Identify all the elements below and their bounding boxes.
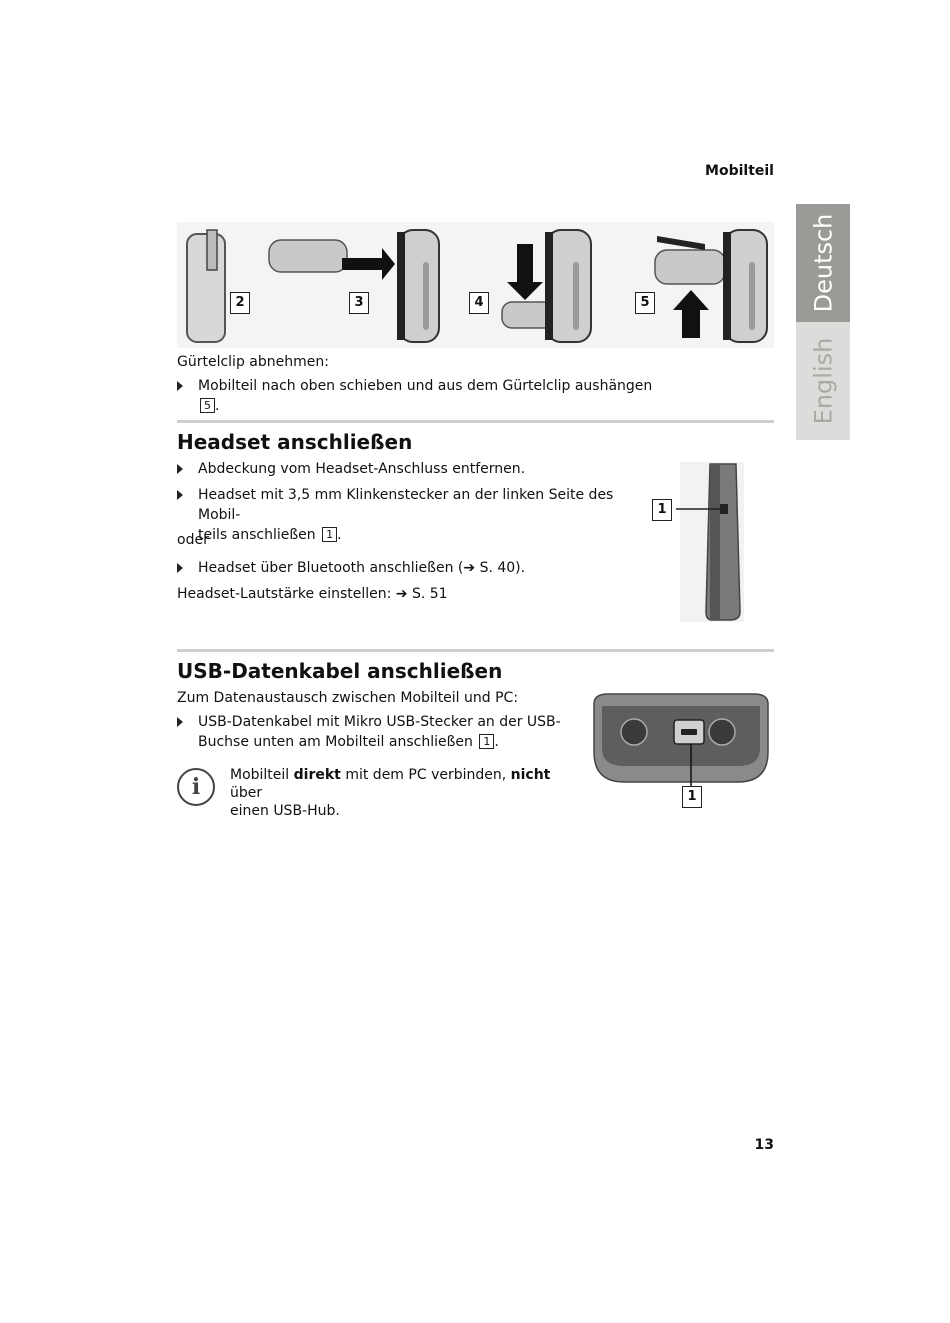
note-text: über [230, 785, 263, 801]
handset-side-drawing [650, 462, 774, 622]
list-item [177, 376, 657, 414]
step-callout: 4 [469, 292, 489, 314]
bullet-arrow-icon [177, 563, 183, 573]
page-number: 13 [754, 1137, 774, 1153]
bullet-arrow-icon [177, 381, 183, 391]
headset-port-callout: 1 [652, 499, 672, 521]
belt-clip-drawing [177, 222, 774, 348]
note-text: einen USB-Hub. [230, 803, 340, 819]
bullet-text-line1: USB-Datenkabel mit Mikro USB-Stecker an der USB- [198, 714, 561, 730]
bullet-text: Mobilteil nach oben schieben und aus dem Gürtelclip aushängen [198, 378, 653, 394]
running-header: Mobilteil [705, 163, 774, 179]
page-reference-link[interactable]: S. 51 [411, 586, 448, 602]
section-divider [177, 420, 774, 423]
note-emphasis: direkt [293, 767, 341, 783]
tab-deutsch-label: Deutsch [809, 213, 837, 313]
bullet-text-line2: Buchse unten am Mobilteil anschließen [198, 734, 473, 750]
bullet-end: ). [515, 560, 526, 576]
usb-port-callout: 1 [682, 786, 702, 808]
tab-deutsch[interactable] [796, 204, 850, 322]
arrow-right-icon: ➔ [463, 560, 476, 576]
arrow-right-icon: ➔ [395, 586, 408, 602]
volume-reference [177, 584, 448, 604]
belt-clip-illustration [177, 222, 774, 348]
usb-intro: Zum Datenaustausch zwischen Mobilteil und PC: [177, 690, 519, 706]
step-callout: 2 [230, 292, 250, 314]
bullet-end: . [337, 527, 342, 543]
info-icon: i [177, 768, 215, 806]
bullet-text-line1: Headset mit 3,5 mm Klinkenstecker an der linken Seite des Mobil- [198, 487, 614, 523]
list-item [177, 712, 567, 752]
list-item [177, 459, 627, 479]
info-note [230, 766, 560, 820]
note-emphasis: nicht [510, 767, 551, 783]
section-divider [177, 649, 774, 652]
bullet-arrow-icon [177, 464, 183, 474]
list-item [177, 558, 627, 578]
bullet-end: . [215, 398, 220, 414]
volume-label: Headset-Lautstärke einstellen: [177, 586, 392, 602]
tab-english[interactable] [796, 322, 850, 440]
bullet-end: . [494, 734, 499, 750]
usb-heading: USB-Datenkabel anschließen [177, 659, 503, 683]
reference-badge: 5 [200, 398, 215, 413]
step-callout: 3 [349, 292, 369, 314]
headset-port-illustration [650, 462, 774, 622]
reference-badge: 1 [322, 527, 337, 542]
bullet-arrow-icon [177, 717, 183, 727]
reference-badge: 1 [479, 734, 494, 749]
note-text: Mobilteil [230, 767, 294, 783]
headset-heading: Headset anschließen [177, 430, 413, 454]
step-callout: 5 [635, 292, 655, 314]
bullet-arrow-icon [177, 490, 183, 500]
bullet-text: Headset über Bluetooth anschließen ( [198, 560, 464, 576]
handset-bottom-drawing [588, 692, 774, 792]
usb-port-illustration [588, 692, 774, 812]
or-text: oder [177, 532, 209, 548]
tab-english-label: English [809, 337, 838, 425]
bullet-text-line2: teils anschließen [198, 527, 316, 543]
note-text: mit dem PC verbinden, [340, 767, 511, 783]
belt-clip-intro: Gürtelclip abnehmen: [177, 354, 329, 370]
page-reference-link[interactable]: S. 40 [479, 560, 516, 576]
bullet-text: Abdeckung vom Headset-Anschluss entfernen. [198, 461, 526, 477]
